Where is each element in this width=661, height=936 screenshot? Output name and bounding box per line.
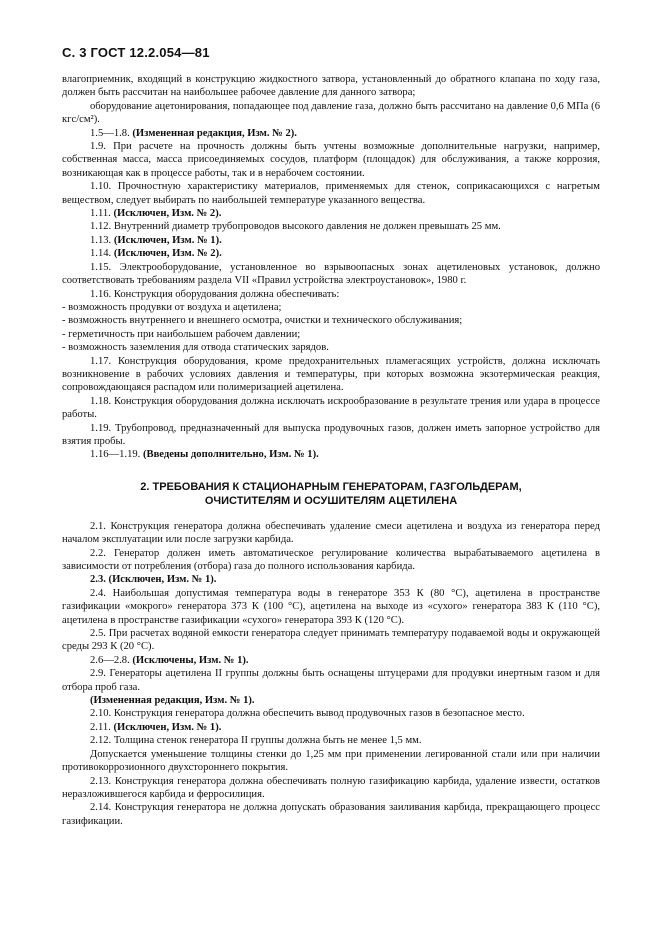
paragraph-text: 2.13. Конструкция генератора должна обеспечивать полную газификацию карбида, удаление извести, остатков неразложившегося карбида и ферросилиция. xyxy=(62,775,600,800)
amendment-note: (Исключен, Изм. № 1). xyxy=(113,234,222,246)
paragraph xyxy=(62,247,600,260)
amendment-note: (Исключены, Изм. № 1). xyxy=(132,654,249,666)
paragraph-text: 2.6—2.8. xyxy=(90,654,133,666)
paragraph-text: 1.13. xyxy=(90,234,114,246)
section-2-title-line-1: 2. ТРЕБОВАНИЯ К СТАЦИОНАРНЫМ ГЕНЕРАТОРАМ, ГАЗГОЛЬДЕРАМ, xyxy=(140,480,522,493)
paragraph-text: 1.12. Внутренний диаметр трубопроводов высокого давления не должен превышать 25 мм. xyxy=(90,221,501,233)
section-2-body xyxy=(62,520,600,828)
paragraph-text: - возможность продувки от воздуха и ацетилена; xyxy=(62,301,282,313)
paragraph xyxy=(62,100,600,127)
page-header: С. 3 ГОСТ 12.2.054—81 xyxy=(62,45,210,60)
paragraph xyxy=(62,694,600,707)
paragraph-text: 2.1. Конструкция генератора должна обеспечивать удаление смеси ацетилена и воздуха из генератора перед началом эксплуатации или после загрузки карбида. xyxy=(62,520,600,546)
list-item xyxy=(62,301,600,314)
paragraph xyxy=(62,734,600,747)
amendment-note: (Измененная редакция, Изм. № 1). xyxy=(90,695,255,707)
list-item xyxy=(62,314,600,327)
paragraph xyxy=(62,422,600,449)
paragraph xyxy=(62,801,600,828)
paragraph-text: 1.17. Конструкция оборудования, кроме предохранительных пламегасящих устройств, должна исключать возникновение в рабочих условиях давления и температуры, при которых возможна экзотермическая реакция, сопровождающаяся распадом или полимеризацией ацетилена. xyxy=(62,355,600,394)
paragraph xyxy=(62,587,600,627)
paragraph-text: 2.11. xyxy=(90,721,114,733)
paragraph xyxy=(62,707,600,720)
paragraph-text: 1.10. Прочностную характеристику материалов, применяемых для стенок, соприкасающихся с нагретым веществом, следует выбирать по наибольшей температуре указанного вещества. xyxy=(62,181,600,206)
paragraph-text: 1.11. xyxy=(90,208,114,220)
paragraph xyxy=(62,261,600,288)
paragraph xyxy=(62,721,600,734)
paragraph-text: - герметичность при наибольшем рабочем давлении; xyxy=(62,328,301,340)
paragraph-text: 2.9. Генераторы ацетилена II группы должны быть оснащены штуцерами для продувки инертным газом и для отбора проб газа. xyxy=(62,668,600,693)
paragraph-text: 2.12. Толщина стенок генератора II группы должна быть не менее 1,5 мм. xyxy=(90,735,422,747)
amendment-note: (Измененная редакция, Изм. № 2). xyxy=(132,127,297,139)
amendment-note: (Исключен, Изм. № 1). xyxy=(113,721,222,733)
paragraph-text: Допускается уменьшение толщины стенки до 1,25 мм при применении легированной стали или при наличии противокоррозионного двухстороннего покрытия. xyxy=(62,748,600,774)
paragraph xyxy=(62,73,600,100)
paragraph-text: 1.9. При расчете на прочность должны быть учтены возможные дополнительные нагрузки, например, собственная масса, масса присоединяемых сосудов, платформ (площадок) для обслуживания, а также коррозия, возникающая как в процессе работы, так и в нерабочем состоянии. xyxy=(62,141,600,179)
paragraph xyxy=(62,667,600,694)
paragraph xyxy=(62,448,600,461)
amendment-note: 2.3. (Исключен, Изм. № 1). xyxy=(90,574,217,586)
paragraph xyxy=(62,288,600,301)
amendment-note: (Исключен, Изм. № 2). xyxy=(113,248,222,260)
paragraph xyxy=(62,775,600,802)
paragraph-text: оборудование ацетонирования, попадающее под давление газа, должно быть рассчитано на давление 0,6 МПа (6 кгс/см²). xyxy=(62,100,600,126)
paragraph xyxy=(62,140,600,180)
paragraph xyxy=(62,207,600,220)
paragraph-text: 1.18. Конструкция оборудования должна исключать искрообразование в результате трения или удара в процессе работы. xyxy=(62,395,600,421)
paragraph-text: 2.14. Конструкция генератора не должна допускать образования заиливания карбида, прекращающего процесс газификации. xyxy=(62,802,600,827)
paragraph xyxy=(62,234,600,247)
section-1-continuation xyxy=(62,73,600,462)
document-body xyxy=(62,73,600,828)
paragraph-text: 2.4. Наибольшая допустимая температура воды в генераторе 353 К (80 °С), ацетилена в пространстве газификации «мокрого» генератора 373 К (100 °С), ацетилена на выходе из «сухого» генератора 383 К (110 °С), ацетилена в пространстве газификации «сухого» генератора 393 К (120 °С). xyxy=(62,587,600,626)
paragraph xyxy=(62,627,600,654)
paragraph xyxy=(62,547,600,574)
section-2-title xyxy=(82,480,580,508)
amendment-note: (Введены дополнительно, Изм. № 1). xyxy=(142,449,319,461)
paragraph-text: - возможность заземления для отвода статических зарядов. xyxy=(62,342,329,354)
paragraph-text: 2.2. Генератор должен иметь автоматическое регулирование количества вырабатываемого ацетилена в зависимости от потребления (отбора) газа до полного использования карбида. xyxy=(62,547,600,572)
paragraph xyxy=(62,573,600,586)
list-item xyxy=(62,341,600,354)
paragraph-text: 1.15. Электрооборудование, установленное во взрывоопасных зонах ацетиленовых установок, должно соответствовать требованиям раздела VII «Правил устройства электроустановок», 1980 г. xyxy=(62,261,600,287)
paragraph xyxy=(62,654,600,667)
paragraph-text: влагоприемник, входящий в конструкцию жидкостного затвора, установленный до обратного клапана по ходу газа, должен быть рассчитан на наибольшее рабочее давление для данного затвора; xyxy=(62,74,600,99)
paragraph xyxy=(62,395,600,422)
paragraph-text: 2.5. При расчетах водяной емкости генератора следует принимать температуру подаваемой воды и окружающей среды 293 К (20 °С). xyxy=(62,628,600,653)
paragraph-text: 1.19. Трубопровод, предназначенный для выпуска продувочных газов, должен иметь запорное устройство для взятия пробы. xyxy=(62,422,600,447)
paragraph xyxy=(62,127,600,140)
list-item xyxy=(62,328,600,341)
section-2-title-line-2: ОЧИСТИТЕЛЯМ И ОСУШИТЕЛЯМ АЦЕТИЛЕНА xyxy=(204,494,458,507)
paragraph-text: 1.5—1.8. xyxy=(90,127,133,139)
amendment-note: (Исключен, Изм. № 2). xyxy=(113,208,222,220)
paragraph-text: 2.10. Конструкция генератора должна обеспечить вывод продувочных газов в безопасное место. xyxy=(90,708,525,720)
paragraph xyxy=(62,180,600,207)
paragraph xyxy=(62,220,600,233)
paragraph-text: 1.16—1.19. xyxy=(90,449,143,461)
paragraph xyxy=(62,355,600,395)
paragraph-text: 1.16. Конструкция оборудования должна обеспечивать: xyxy=(90,288,340,300)
paragraph-text: 1.14. xyxy=(90,248,114,260)
paragraph-text: - возможность внутреннего и внешнего осмотра, очистки и технического обслуживания; xyxy=(62,315,463,327)
paragraph xyxy=(62,748,600,775)
paragraph xyxy=(62,520,600,547)
